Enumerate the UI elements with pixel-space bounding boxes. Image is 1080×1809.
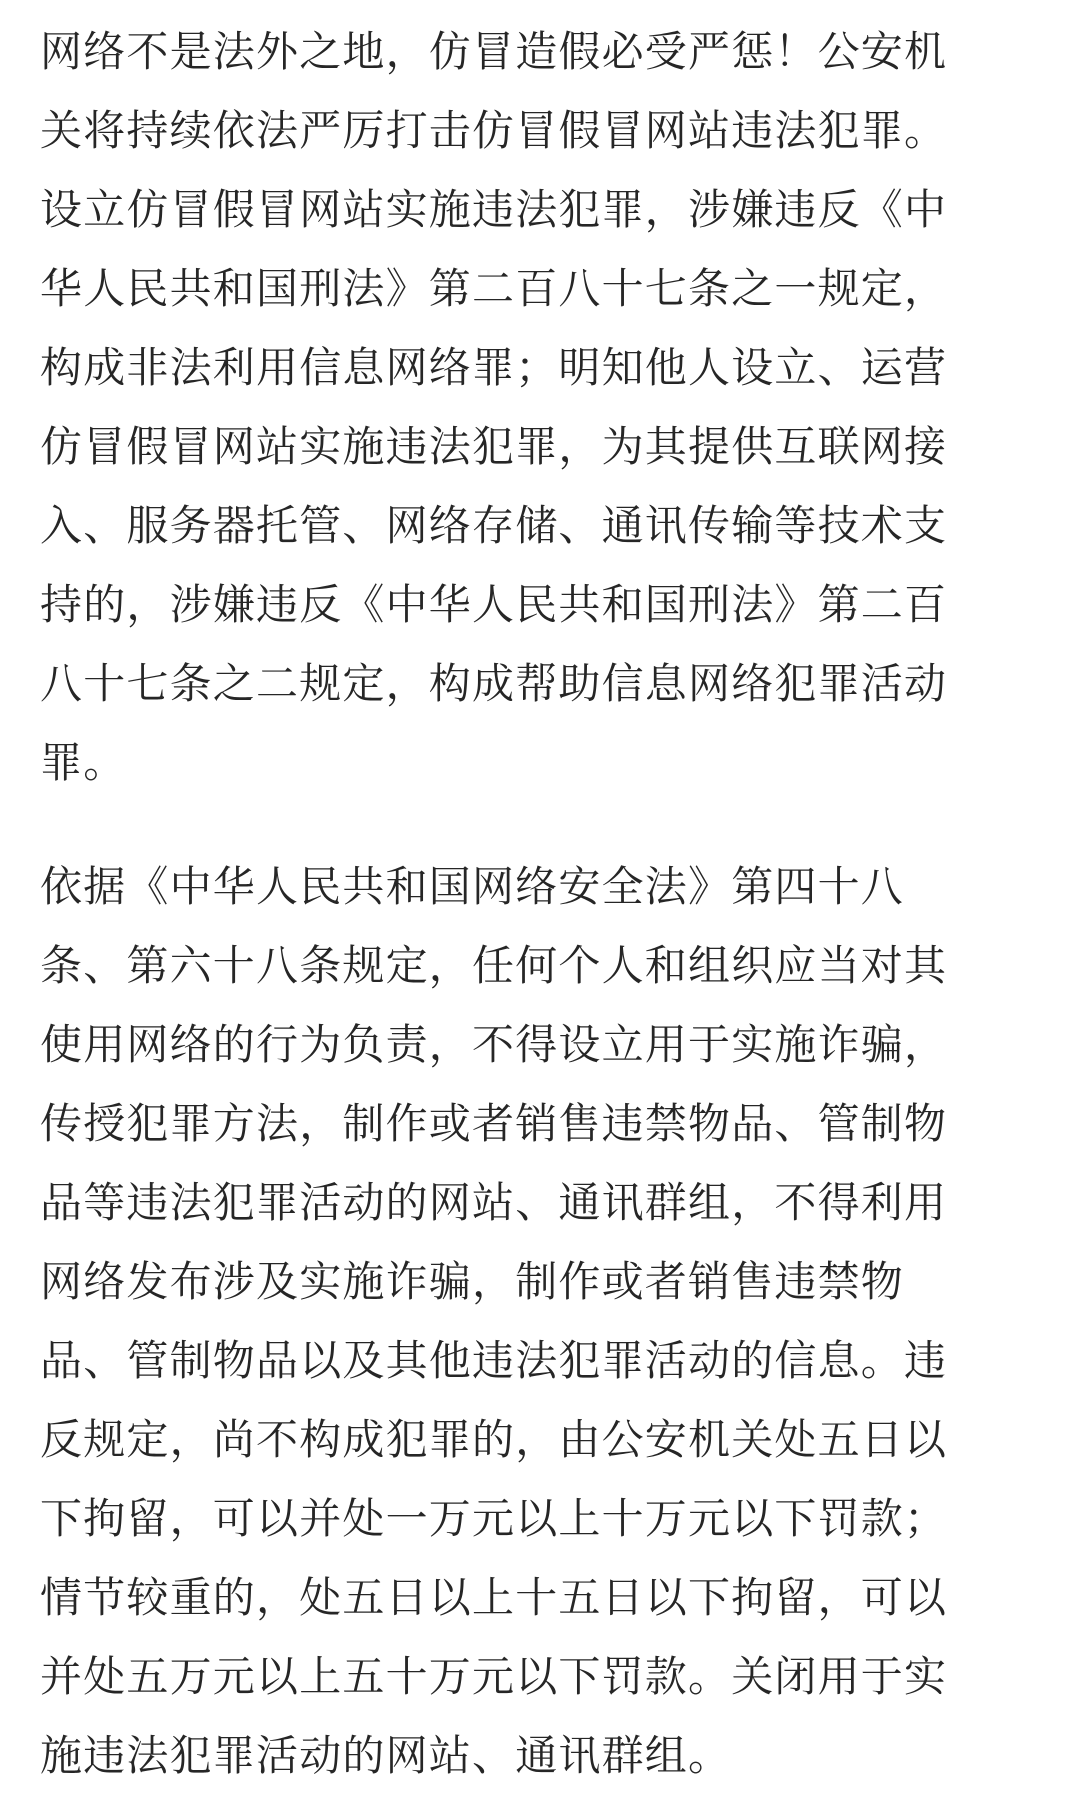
- paragraph-cybersecurity-law: 依据《中华人民共和国网络安全法》第四十八 条、第六十八条规定，任何个人和组织应当对其 使用网络的行为负责，不得设立用于实施诈骗， 传授犯罪方法，制作或者销售违禁物品、管制物 品等违法犯罪活动的网站、通讯群组，不得利用 网络发布涉及实施诈骗，制作或者销售违禁物 品、管制物品以及其他违法犯罪活动的信息。违 反规定，尚不构成犯罪的，由公安机关处五日以 下拘留，可以并处一万元以上十万元以下罚款； 情节较重的，处五日以上十五日以下拘留，可以 并处五万元以上五十万元以下罚款。关闭用于实 施违法犯罪活动的网站、通讯群组。: [40, 862, 948, 1780]
- article-body: [40, 12, 1040, 1795]
- paragraph-criminal-law: 网络不是法外之地，仿冒造假必受严惩！公安机 关将持续依法严厉打击仿冒假冒网站违法犯罪。 设立仿冒假冒网站实施违法犯罪，涉嫌违反《中 华人民共和国刑法》第二百八十七条之一规定， 构成非法利用信息网络罪；明知他人设立、运营 仿冒假冒网站实施违法犯罪，为其提供互联网接 入、服务器托管、网络存储、通讯传输等技术支 持的，涉嫌违反《中华人民共和国刑法》第二百 八十七条之二规定，构成帮助信息网络犯罪活动 罪。: [40, 27, 948, 787]
